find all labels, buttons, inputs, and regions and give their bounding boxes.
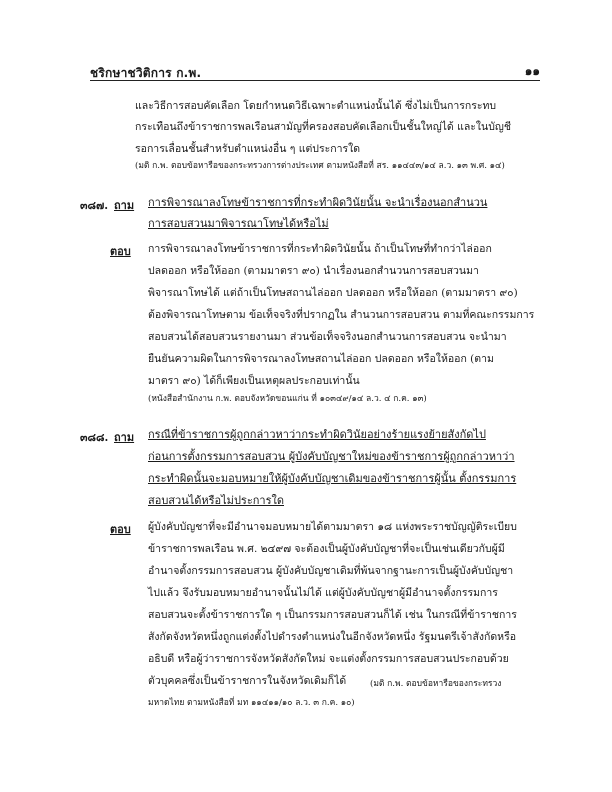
- answer-line-6: ยืนยันความผิดในการพิจารณาลงโทษสถานไล่ออก ปลดออก หรือให้ออก (ตาม: [148, 353, 494, 365]
- page-header: [90, 62, 540, 84]
- question-number: ๓๘๗.: [80, 199, 109, 212]
- question-number: ๓๘๘.: [80, 431, 109, 444]
- page-number: ๑๑: [524, 64, 540, 78]
- intro-reference: (มติ ก.พ. ตอบข้อหารือของกระทรวงการต่างประเทศ ตามหนังสือที่ สร. ๑๑๔๔๓/๑๔ ล.ว. ๑๓ พ.ศ. ๑๔): [135, 161, 505, 171]
- question-label: ถาม: [114, 431, 135, 444]
- header-rule: [90, 80, 540, 81]
- question-line-1: กรณีที่ข้าราชการผู้ถูกกล่าวหาว่ากระทำผิดวินัยอย่างร้ายแรงย้ายสังกัดไป: [148, 428, 486, 441]
- question-line-2: ก่อนการตั้งกรรมการสอบสวน ผู้บังคับบัญชาใหม่ของข้าราชการผู้ถูกกล่าวหาว่า: [148, 450, 515, 463]
- running-title: ชริกษาชวิติการ ก.พ.: [90, 66, 202, 80]
- answer-line-2: ปลดออก หรือให้ออก (ตามมาตรา ๙๐) นำเรื่องนอกสำนวนการสอบสวนมา: [148, 265, 479, 277]
- answer-reference-line-2: มหาดไทย ตามหนังสือที่ มท ๑๑๔๑๑/๑๐ ล.ว. ๓ ก.ค. ๑๐): [148, 698, 355, 708]
- intro-line-3: รอการเลื่อนชั้นสำหรับตำแหน่งอื่น ๆ แต่ประการใด: [135, 143, 361, 155]
- question-label: ถาม: [114, 199, 135, 212]
- answer-line-7: มาตรา ๙๐) ได้ก็เพียงเป็นเหตุผลประกอบเท่านั้น: [148, 375, 360, 387]
- answer-line-5: สอบสวนได้สอบสวนรายงานมา ส่วนข้อเท็จจริงนอกสำนวนการสอบสวน จะนำมา: [148, 331, 507, 343]
- question-line-3: กระทำผิดนั้นจะมอบหมายให้ผู้บังคับบัญชาเดิมของข้าราชการผู้นั้น ตั้งกรรมการ: [148, 472, 517, 485]
- answer-line-6: สังกัดจังหวัดหนึ่งถูกแต่งตั้งไปดำรงตำแหน่งในอีกจังหวัดหนึ่ง รัฐมนตรีเจ้าสังกัดหรือ: [148, 631, 517, 643]
- answer-label: ตอบ: [110, 245, 131, 258]
- question-line-1: การพิจารณาลงโทษข้าราชการที่กระทำผิดวินัยนั้น จะนำเรื่องนอกสำนวน: [148, 196, 488, 209]
- answer-label: ตอบ: [110, 523, 131, 536]
- answer-line-3: อำนาจตั้งกรรมการสอบสวน ผู้บังคับบัญชาเดิมที่พ้นจากฐานะการเป็นผู้บังคับบัญชา: [148, 565, 514, 577]
- answer-line-8: ตัวบุคคลซึ่งเป็นข้าราชการในจังหวัดเดิมก็ได้: [148, 675, 347, 687]
- answer-line-1: การพิจารณาลงโทษข้าราชการที่กระทำผิดวินัยนั้น ถ้าเป็นโทษที่ทำกว่าไล่ออก: [148, 243, 492, 255]
- answer-reference: (หนังสือสำนักงาน ก.พ. ตอบจังหวัดขอนแก่น ที่ ๑๐๓๔๙/๑๔ ล.ว. ๔ ก.ค. ๑๓): [148, 394, 427, 404]
- intro-line-2: กระเทือนถึงข้าราชการพลเรือนสามัญที่ครองสอบคัดเลือกเป็นชั้นใหญ่ได้ และในบัญชี: [135, 121, 511, 133]
- answer-line-4: ไปแล้ว จึงรับมอบหมายอำนาจนั้นไม่ได้ แต่ผู้บังคับบัญชาผู้มีอำนาจตั้งกรรมการ: [148, 587, 498, 599]
- question-line-2: การสอบสวนมาพิจารณาโทษได้หรือไม่: [148, 217, 329, 230]
- question-line-4: สอบสวนได้หรือไม่ประการใด: [148, 494, 284, 507]
- answer-line-5: สอบสวนจะตั้งข้าราชการใด ๆ เป็นกรรมการสอบสวนก็ได้ เช่น ในกรณีที่ข้าราชการ: [148, 609, 517, 621]
- answer-line-2: ข้าราชการพลเรือน พ.ศ. ๒๔๙๗ จะต้องเป็นผู้บังคับบัญชาที่จะเป็นเช่นเดียวกับผู้มี: [148, 543, 505, 555]
- answer-line-7: อธิบดี หรือผู้ว่าราชการจังหวัดสังกัดใหม่ จะแต่งตั้งกรรมการสอบสวนประกอบด้วย: [148, 653, 509, 665]
- answer-line-1: ผู้บังคับบัญชาที่จะมีอำนาจมอบหมายได้ตามมาตรา ๑๘ แห่งพระราชบัญญัติระเบียบ: [148, 521, 517, 533]
- answer-line-4: ต้องพิจารณาโทษตาม ข้อเท็จจริงที่ปรากฏใน สำนวนการสอบสวน ตามที่คณะกรรมการ: [148, 309, 535, 321]
- answer-line-3: พิจารณาโทษได้ แต่ถ้าเป็นโทษสถานไล่ออก ปลดออก หรือให้ออก (ตามมาตรา ๙๐): [148, 287, 518, 299]
- intro-line-1: และวิธีการสอบคัดเลือก โดยกำหนดวิธีเฉพาะตำแหน่งนั้นได้ ซึ่งไม่เป็นการกระทบ: [135, 100, 497, 112]
- answer-reference-line-1: (มติ ก.พ. ตอบข้อหารือของกระทรวง: [370, 679, 502, 689]
